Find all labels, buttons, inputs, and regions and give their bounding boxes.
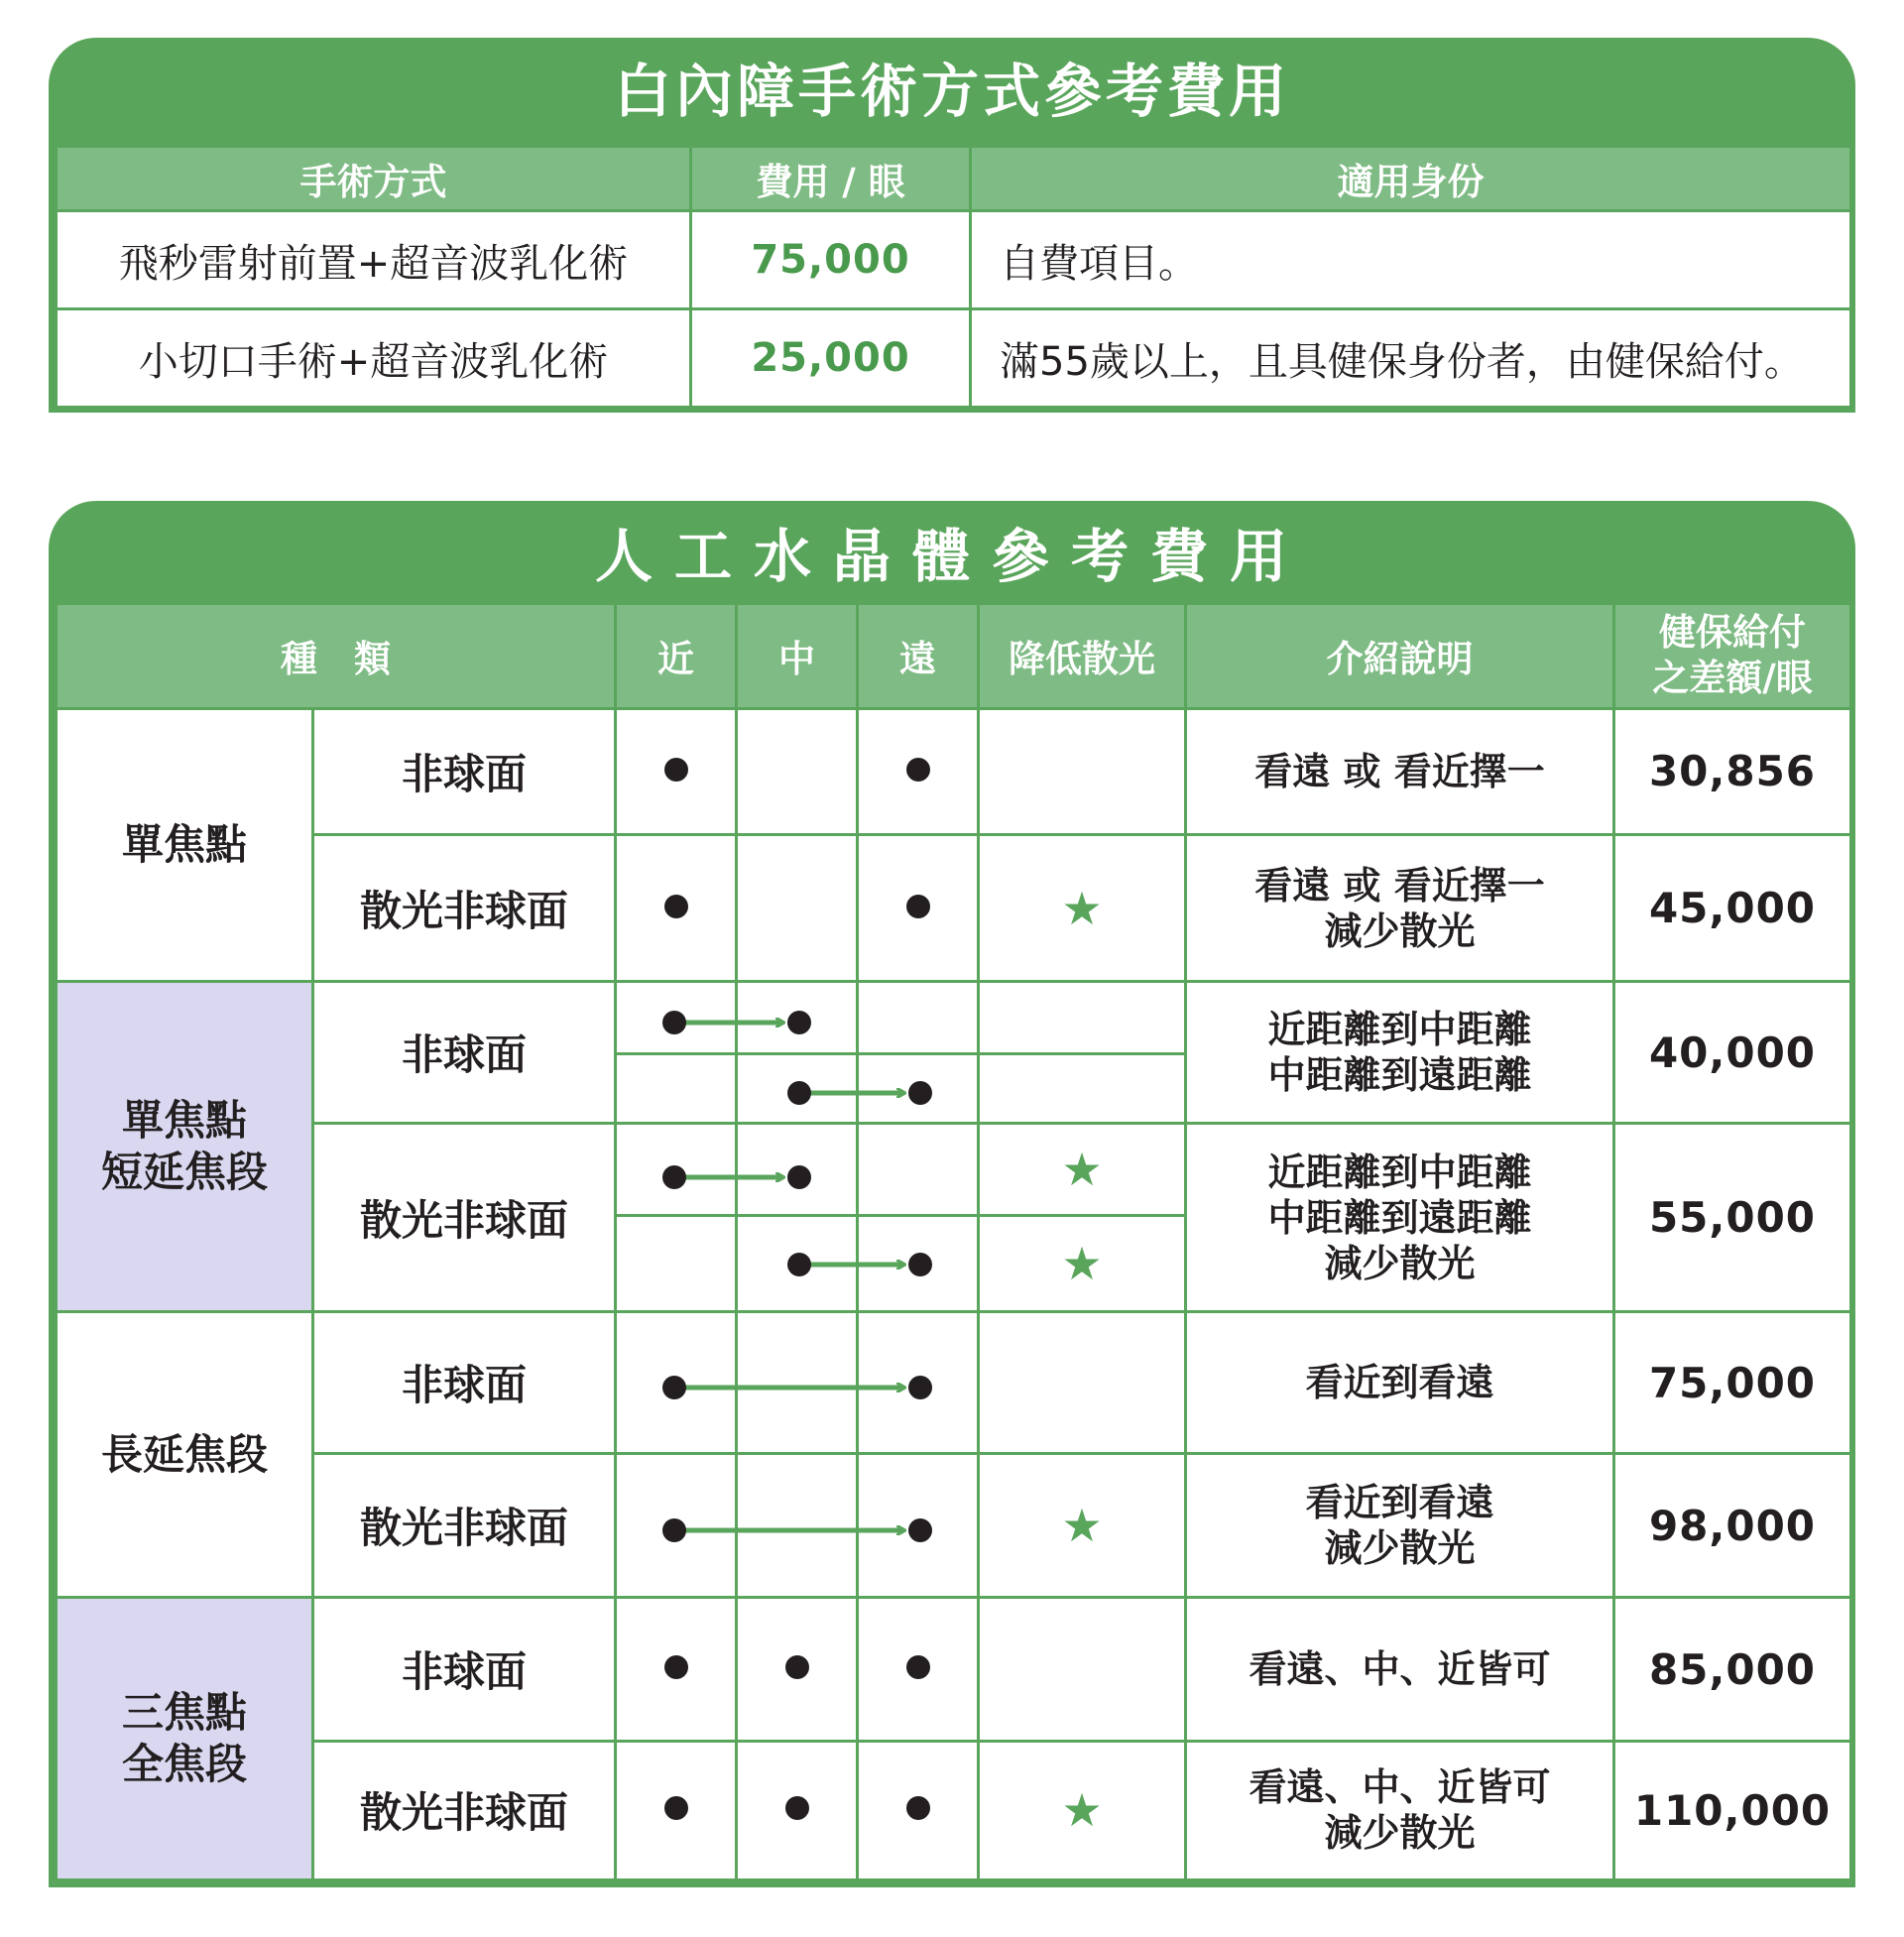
- far-cell: [858, 708, 979, 834]
- header-copay-line1: 健保給付: [1659, 611, 1806, 655]
- far-cell: [858, 1454, 979, 1598]
- description: [1186, 1312, 1614, 1454]
- category-label: 長延焦段: [100, 1429, 268, 1479]
- star-icon: ★: [1061, 1499, 1103, 1553]
- surgery-eligibility: 滿55歲以上，且具健保身份者，由健保給付。: [971, 309, 1851, 408]
- table-row: [57, 211, 1851, 309]
- iol-header-row: [57, 604, 1851, 709]
- table-row: [57, 834, 1851, 981]
- lens-type: 非球面: [313, 1598, 616, 1741]
- mid-cell: [737, 1598, 858, 1741]
- copay-amount: 85,000: [1614, 1598, 1851, 1741]
- description: [1186, 1598, 1614, 1741]
- desc-line: 看近到看遠: [1305, 1361, 1494, 1405]
- star-icon: ★: [1061, 1237, 1103, 1291]
- far-cell: [858, 1124, 979, 1216]
- category-label: 短延焦段: [100, 1148, 268, 1197]
- near-cell: [616, 1124, 737, 1216]
- near-cell: [616, 1598, 737, 1741]
- copay-amount: 40,000: [1614, 982, 1851, 1124]
- near-cell: [616, 1741, 737, 1879]
- astig-cell: [979, 982, 1186, 1054]
- far-cell: [858, 834, 979, 981]
- lens-type: 非球面: [313, 1312, 616, 1454]
- desc-line: 中距離到遠距離: [1267, 1053, 1532, 1098]
- iol-cost-panel: [49, 501, 1855, 1887]
- lens-type: 散光非球面: [313, 834, 616, 981]
- table-row: [57, 1124, 1851, 1216]
- mid-cell: [737, 1741, 858, 1879]
- desc-line: 近距離到中距離: [1267, 1008, 1532, 1052]
- near-cell: [616, 1216, 737, 1312]
- surgery-header-row: [57, 147, 1851, 211]
- desc-line: 減少散光: [1324, 908, 1476, 953]
- table-row: [57, 309, 1851, 408]
- header-astig: 降低散光: [979, 604, 1186, 709]
- category-label: 全焦段: [121, 1740, 247, 1789]
- dot-marker: [664, 895, 688, 918]
- dot-marker: [664, 1655, 688, 1679]
- table-row: [57, 708, 1851, 834]
- lens-type: 非球面: [313, 708, 616, 834]
- description: [1186, 982, 1614, 1124]
- header-mid: 中: [737, 604, 858, 709]
- surgery-price: 75,000: [691, 211, 971, 309]
- dot-marker: [664, 758, 688, 782]
- mid-cell: [737, 708, 858, 834]
- desc-line: 中距離到遠距離: [1267, 1195, 1532, 1240]
- far-cell: [858, 1053, 979, 1124]
- desc-line: 近距離到中距離: [1267, 1150, 1532, 1194]
- astig-cell: [979, 1053, 1186, 1124]
- category-edof-short: [57, 982, 313, 1312]
- astig-cell: [979, 1312, 1186, 1454]
- far-cell: [858, 1216, 979, 1312]
- star-icon: ★: [1061, 881, 1103, 935]
- near-cell: [616, 1454, 737, 1598]
- table-row: [57, 1312, 1851, 1454]
- header-copay: [1614, 604, 1851, 709]
- table-row: [57, 1598, 1851, 1741]
- mid-cell: [737, 1053, 858, 1124]
- surgery-cost-panel: [49, 38, 1855, 413]
- surgery-method: 小切口手術+超音波乳化術: [57, 309, 691, 408]
- desc-line: 看遠、中、近皆可: [1249, 1647, 1551, 1692]
- star-icon: ★: [1061, 1783, 1103, 1838]
- header-type: 種 類: [57, 604, 616, 709]
- desc-line: 看遠 或 看近擇一: [1254, 749, 1545, 793]
- mid-cell: [737, 1312, 858, 1454]
- dot-marker: [785, 1796, 809, 1820]
- table-row: [57, 982, 1851, 1054]
- desc-line: 減少散光: [1324, 1526, 1476, 1571]
- astig-cell: [979, 1741, 1186, 1879]
- category-label: 單焦點: [121, 1096, 247, 1146]
- copay-amount: 55,000: [1614, 1124, 1851, 1312]
- near-cell: [616, 982, 737, 1054]
- far-cell: [858, 1741, 979, 1879]
- copay-amount: 75,000: [1614, 1312, 1851, 1454]
- far-cell: [858, 1598, 979, 1741]
- lens-type: 非球面: [313, 982, 616, 1124]
- desc-line: 看近到看遠: [1305, 1481, 1494, 1525]
- star-icon: ★: [1061, 1143, 1103, 1197]
- header-method: 手術方式: [57, 147, 691, 211]
- copay-amount: 98,000: [1614, 1454, 1851, 1598]
- header-eligibility: 適用身份: [971, 147, 1851, 211]
- desc-line: 看遠 或 看近擇一: [1254, 863, 1545, 908]
- astig-cell: [979, 1124, 1186, 1216]
- category-label: 三焦點: [121, 1688, 247, 1738]
- desc-line: 減少散光: [1324, 1241, 1476, 1285]
- dot-marker: [906, 1796, 930, 1820]
- table-row: [57, 1454, 1851, 1598]
- description: [1186, 834, 1614, 981]
- dot-marker: [906, 758, 930, 782]
- mid-cell: [737, 1216, 858, 1312]
- astig-cell: [979, 1216, 1186, 1312]
- near-cell: [616, 1312, 737, 1454]
- near-cell: [616, 708, 737, 834]
- desc-line: 看遠、中、近皆可: [1249, 1765, 1551, 1810]
- header-price: 費用 / 眼: [691, 147, 971, 211]
- header-far: 遠: [858, 604, 979, 709]
- category-edof-long: [57, 1312, 313, 1598]
- desc-line: 減少散光: [1324, 1811, 1476, 1856]
- surgery-price: 25,000: [691, 309, 971, 408]
- surgery-table-title: 白內障手術方式參考費用: [613, 58, 1290, 125]
- header-desc: 介紹說明: [1186, 604, 1614, 709]
- dot-marker: [785, 1655, 809, 1679]
- mid-cell: [737, 834, 858, 981]
- astig-cell: [979, 1454, 1186, 1598]
- dot-marker: [906, 1655, 930, 1679]
- dot-marker: [906, 895, 930, 918]
- surgery-cost-table: [55, 145, 1852, 409]
- surgery-eligibility: 自費項目。: [971, 211, 1851, 309]
- header-near: 近: [616, 604, 737, 709]
- copay-amount: 110,000: [1614, 1741, 1851, 1879]
- description: [1186, 708, 1614, 834]
- near-cell: [616, 834, 737, 981]
- mid-cell: [737, 1124, 858, 1216]
- astig-cell: [979, 1598, 1186, 1741]
- astig-cell: [979, 708, 1186, 834]
- category-monofocal: [57, 708, 313, 981]
- mid-cell: [737, 982, 858, 1054]
- category-trifocal: [57, 1598, 313, 1880]
- far-cell: [858, 1312, 979, 1454]
- surgery-method: 飛秒雷射前置+超音波乳化術: [57, 211, 691, 309]
- lens-type: 散光非球面: [313, 1741, 616, 1879]
- lens-type: 散光非球面: [313, 1454, 616, 1598]
- description: [1186, 1124, 1614, 1312]
- near-cell: [616, 1053, 737, 1124]
- table-row: [57, 1741, 1851, 1879]
- copay-amount: 45,000: [1614, 834, 1851, 981]
- dot-marker: [664, 1796, 688, 1820]
- mid-cell: [737, 1454, 858, 1598]
- far-cell: [858, 982, 979, 1054]
- iol-table-title: 人工水晶體參考費用: [594, 523, 1309, 590]
- lens-type: 散光非球面: [313, 1124, 616, 1312]
- description: [1186, 1454, 1614, 1598]
- copay-amount: 30,856: [1614, 708, 1851, 834]
- astig-cell: [979, 834, 1186, 981]
- category-label: 單焦點: [121, 820, 247, 870]
- iol-cost-table: [55, 602, 1852, 1881]
- description: [1186, 1741, 1614, 1879]
- header-copay-line2: 之差額/眼: [1652, 657, 1813, 700]
